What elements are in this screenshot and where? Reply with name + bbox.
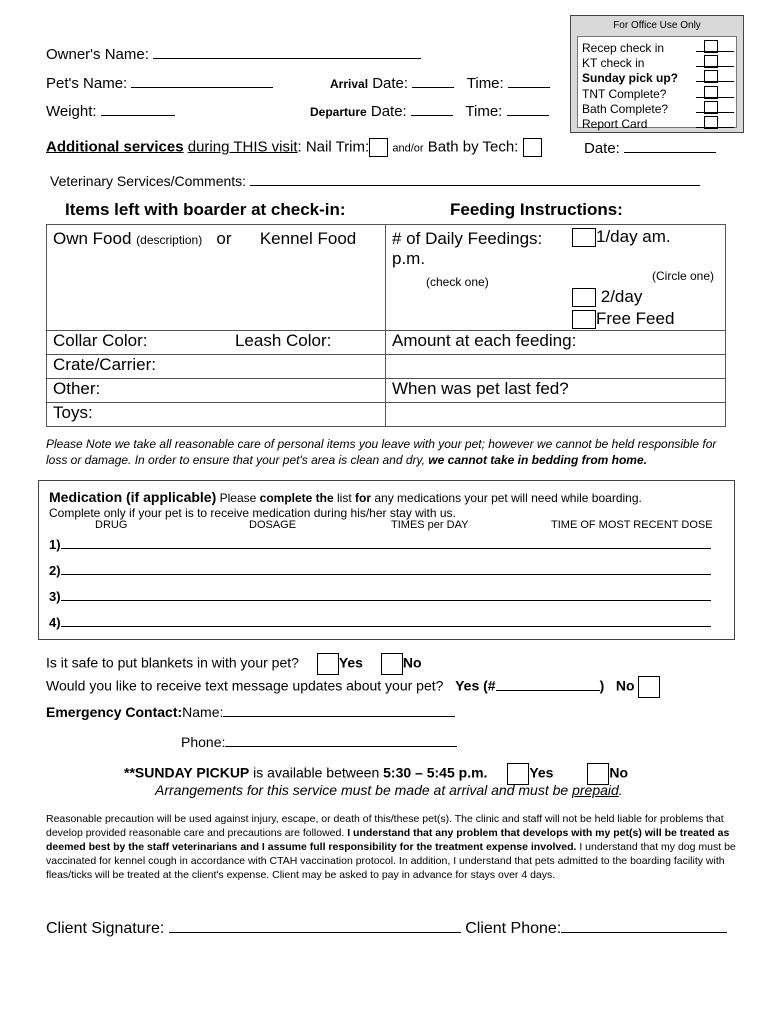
own-food-label: Own Food <box>53 229 132 248</box>
text-updates-paren: ) <box>599 677 605 694</box>
option-2day[interactable] <box>572 287 642 307</box>
sunday-prepaid: prepaid <box>572 782 619 798</box>
emergency-phone-label: Phone: <box>181 734 226 750</box>
text-updates-no-checkbox[interactable] <box>638 676 660 698</box>
office-line <box>696 51 734 52</box>
additional-services-row: Additional services during THIS visit: Nail Trim: and/or Bath by Tech: <box>46 138 542 157</box>
departure-time-label: Time: <box>465 103 503 120</box>
medication-rest: any medications your pet will need while boarding. <box>374 491 642 505</box>
amount-label: Amount at each feeding: <box>392 331 577 350</box>
feeding-heading: Feeding Instructions: <box>450 200 623 219</box>
office-use-title: For Office Use Only <box>613 20 701 31</box>
arrival-date-field[interactable] <box>412 87 454 88</box>
empty-cell[interactable] <box>386 355 726 379</box>
kennel-food-label: Kennel Food <box>259 229 357 248</box>
blankets-question-row <box>46 653 422 675</box>
vet-services-field[interactable] <box>250 185 700 186</box>
text-updates-yes-label: Yes (# <box>455 677 496 694</box>
weight-row <box>46 103 175 120</box>
last-fed-cell[interactable] <box>386 379 726 403</box>
daily-feedings-cell <box>386 225 726 331</box>
sunday-arrangements-text: Arrangements for this service must be made at arrival and must be <box>155 782 569 798</box>
departure-row <box>310 103 549 120</box>
weight-field[interactable] <box>101 115 175 116</box>
option-1day-label: 1/day am. <box>596 227 671 246</box>
medication-list: list <box>337 491 352 505</box>
arrival-row <box>330 75 550 92</box>
office-line <box>696 112 734 113</box>
client-phone-field[interactable] <box>561 932 727 933</box>
last-fed-label: When was pet last fed? <box>392 379 569 398</box>
option-free-feed-checkbox[interactable] <box>572 310 596 329</box>
col-recent-dose: TIME OF MOST RECENT DOSE <box>551 519 713 531</box>
service-date-label: Date: <box>584 140 620 157</box>
medication-title: Medication (if applicable) <box>49 489 217 505</box>
weight-label: Weight: <box>46 103 97 120</box>
description-label: (description) <box>136 233 203 247</box>
sunday-pickup-label: **SUNDAY PICKUP <box>124 764 250 781</box>
option-2day-label: 2/day <box>600 287 643 306</box>
daily-feedings-label: # of Daily Feedings: <box>392 229 543 248</box>
departure-date-label: Date: <box>370 103 407 120</box>
option-2day-checkbox[interactable] <box>572 288 596 307</box>
owner-name-row <box>46 46 421 63</box>
crate-cell[interactable] <box>47 355 386 379</box>
client-phone-label: Client Phone: <box>465 920 562 937</box>
office-item-tnt: TNT Complete? <box>582 87 667 101</box>
col-times-per-day: TIMES per DAY <box>391 519 469 531</box>
sunday-arrangements <box>155 782 623 798</box>
blankets-no-label: No <box>402 654 422 671</box>
owner-name-label: Owner's Name: <box>46 46 149 63</box>
vet-services-row <box>50 173 700 189</box>
check-one-label: (check one) <box>426 275 489 289</box>
office-item-bath: Bath Complete? <box>582 102 669 116</box>
emergency-name-label: Name: <box>182 704 224 720</box>
circle-one-label: (Circle one) <box>652 269 715 283</box>
medication-for: for <box>355 491 372 505</box>
office-line <box>696 127 734 128</box>
pet-name-label: Pet's Name: <box>46 75 128 92</box>
items-feeding-table <box>46 224 726 427</box>
during-visit-label: during THIS visit <box>187 138 298 156</box>
liability-bold: I understand that any problem that develops with my pet(s) will be treated as deemed best by the staff veterinarians and I assume full responsibility for the treatment expense involved. <box>46 827 730 853</box>
medication-row-4[interactable] <box>49 615 711 630</box>
medication-please: Please <box>219 491 257 505</box>
client-signature-field[interactable] <box>169 932 461 933</box>
office-line <box>696 81 734 82</box>
emergency-phone-field[interactable] <box>225 746 457 747</box>
toys-label: Toys: <box>53 403 93 422</box>
departure-time-field[interactable] <box>507 115 549 116</box>
pet-name-field[interactable] <box>131 87 273 88</box>
arrival-label: Arrival <box>330 77 369 91</box>
medication-box <box>38 480 735 640</box>
option-free-feed-label: Free Feed <box>596 309 675 328</box>
option-1day-checkbox[interactable] <box>572 228 596 247</box>
medication-row-number: 4) <box>49 615 61 630</box>
pm-label: p.m. <box>392 249 426 268</box>
col-drug: DRUG <box>95 519 128 531</box>
service-date-field[interactable] <box>624 152 716 153</box>
office-item-sunday: Sunday pick up? <box>582 71 679 85</box>
text-updates-row <box>46 676 660 698</box>
service-date-row <box>584 140 716 157</box>
food-cell[interactable] <box>47 225 386 331</box>
collar-leash-cell[interactable] <box>47 331 386 355</box>
office-item-report: Report Card <box>582 117 648 131</box>
office-line <box>696 66 734 67</box>
col-dosage: DOSAGE <box>249 519 297 531</box>
pet-name-row <box>46 75 273 92</box>
medication-row-number: 2) <box>49 563 61 578</box>
sunday-no-label: No <box>609 764 629 781</box>
arrival-time-label: Time: <box>466 75 504 92</box>
client-signature-label: Client Signature: <box>46 920 165 937</box>
nail-trim-label: Nail Trim: <box>305 138 370 156</box>
notice-bold: we cannot take in bedding from home. <box>428 453 647 467</box>
personal-items-notice <box>46 436 736 468</box>
emergency-name-field[interactable] <box>223 716 455 717</box>
medication-complete: complete the <box>259 491 334 505</box>
additional-services-label: Additional services <box>46 138 184 156</box>
items-heading: Items left with boarder at check-in: <box>65 200 346 219</box>
notice-text: Please Note we take all reasonable care of personal items you leave with your pet; however we cannot be held responsible for loss or damage. In order to ensure that your pet's area is clean and dry, <box>46 437 717 467</box>
medication-row-2[interactable] <box>49 563 711 578</box>
leash-label: Leash Color: <box>234 331 332 350</box>
emergency-phone-row <box>181 734 457 750</box>
sunday-period: . <box>618 782 623 798</box>
sunday-pickup-mid: is available between <box>253 764 380 781</box>
blankets-yes-label: Yes <box>338 654 363 671</box>
medication-row-number: 3) <box>49 589 61 604</box>
blankets-question: Is it safe to put blankets in with your pet? <box>46 654 299 671</box>
text-updates-no-label: No <box>615 677 635 694</box>
bath-checkbox[interactable] <box>523 138 542 157</box>
emergency-contact-label: Emergency Contact: <box>46 704 183 720</box>
office-item-kt: KT check in <box>582 56 645 70</box>
blankets-no-checkbox[interactable] <box>381 653 403 675</box>
option-free-feed[interactable] <box>572 309 674 329</box>
blankets-yes-checkbox[interactable] <box>317 653 339 675</box>
bath-label: Bath by Tech: <box>427 138 519 156</box>
collar-label: Collar Color: <box>53 331 148 350</box>
empty-cell[interactable] <box>386 403 726 427</box>
text-number-field[interactable] <box>496 690 600 691</box>
departure-label: Departure <box>310 105 367 119</box>
crate-label: Crate/Carrier: <box>53 355 156 374</box>
arrival-date-label: Date: <box>372 75 409 92</box>
office-use-box <box>570 15 744 133</box>
text-updates-question: Would you like to receive text message updates about your pet? <box>46 677 444 694</box>
option-1day[interactable] <box>572 227 671 247</box>
medication-row-1[interactable] <box>49 537 711 552</box>
or-label: or <box>216 229 232 248</box>
toys-cell[interactable] <box>47 403 386 427</box>
office-item-recep: Recep check in <box>582 41 665 55</box>
medication-row-3[interactable] <box>49 589 711 604</box>
emergency-contact-row <box>46 704 455 720</box>
medication-instructions: Complete only if your pet is to receive medication during his/her stay with us. <box>49 506 456 520</box>
andor-label: and/or <box>392 142 424 155</box>
medication-header <box>49 489 642 505</box>
arrival-time-field[interactable] <box>508 87 550 88</box>
medication-row-number: 1) <box>49 537 61 552</box>
sunday-pickup-time: 5:30 – 5:45 p.m. <box>383 764 488 781</box>
amount-cell[interactable] <box>386 331 726 355</box>
sunday-yes-label: Yes <box>529 764 554 781</box>
other-label: Other: <box>53 379 101 398</box>
other-cell[interactable] <box>47 379 386 403</box>
office-line <box>696 97 734 98</box>
owner-name-field[interactable] <box>153 58 421 59</box>
liability-text-1: Reasonable precaution will be used against injury, escape, or death of this/these pet(s). The clinic and staff will not be held liable for problems that develop provided reasonable care and precautions are followed. <box>46 813 724 839</box>
liability-text-2: I understand that my dog must be vaccinated for kennel cough in accordance with CTAH vaccination protocol. In addition, I understand that pets admitted to the boarding facility with fleas/ticks will be treated at the client's expense. Client may be asked to pay in advance for stays over 4 days. <box>46 841 736 881</box>
vet-services-label: Veterinary Services/Comments: <box>50 173 247 189</box>
liability-paragraph <box>46 812 736 882</box>
office-use-checklist <box>577 36 737 131</box>
departure-date-field[interactable] <box>411 115 453 116</box>
signature-row <box>46 920 727 938</box>
nail-trim-checkbox[interactable] <box>369 138 388 157</box>
